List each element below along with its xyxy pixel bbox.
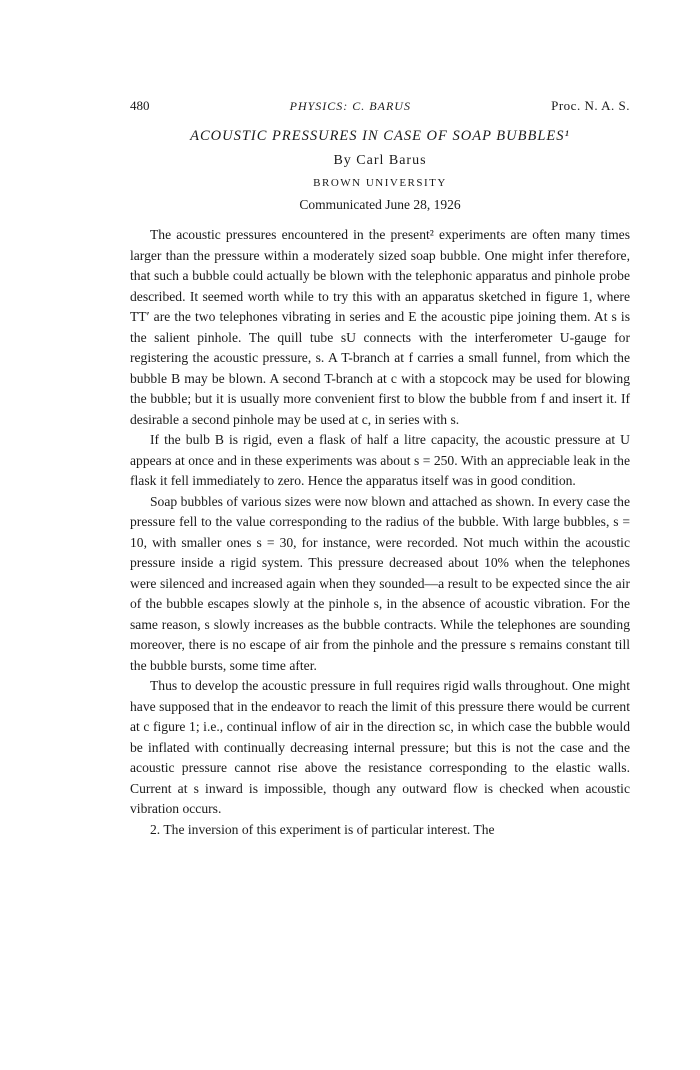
journal-page xyxy=(130,98,630,840)
page-number: 480 xyxy=(130,98,150,113)
body-paragraph: 2. The inversion of this experiment is of particular interest. The xyxy=(150,821,495,837)
body-paragraph: The acoustic pressures encountered in the present² experiments are often many times larger than the pressure within a moderately sized soap bubble. One might infer therefore, that such a bubble could actually be blown with the telephonic apparatus and pinhole probe described. It seemed worth while to try this with an apparatus sketched in figure 1, where TT′ are the two telephones vibrating in series and E the acoustic pipe joining them. At s is the salient pinhole. The quill tube sU connects with the interferometer U-gauge for registering the acoustic pressure, s. A T-branch at f carries a small funnel, from which the bubble B may be blown. A second T-branch at c with a stopcock may be used for blowing the bubble; but it is usually more convenient first to blow the bubble from f and insert it. If desirable a second pinhole may be used at c, in series with s. xyxy=(130,227,630,427)
body-paragraph: Thus to develop the acoustic pressure in full requires rigid walls throughout. One might have supposed that in the endeavor to reach the limit of this pressure there would be current at c figure 1; i.e., continual inflow of air in the direction sc, in which case the bubble would be inflated with continually decreasing internal pressure; but this is not the case and the acoustic pressure cannot rise above the resistance corresponding to the elastic walls. Current at s inward is impossible, though any outward flow is checked when acoustic vibration occurs. xyxy=(130,678,630,816)
article-author: By Carl Barus xyxy=(333,153,427,168)
body-paragraph: Soap bubbles of various sizes were now blown and attached as shown. In every case the pressure fell to the value corresponding to the radius of the bubble. With large bubbles, s = 10, with smaller ones s = 30, for instance, were recorded. Not much within the acoustic pressure inside a rigid system. This pressure decreased about 10% when the telephones were silenced and increased again when they sounded—a result to be expected since the air of the bubble escapes slowly at the pinhole s, in the absence of acoustic vibration. For the same reason, s slowly increases as the bubble contracts. While the telephones are sounding moreover, there is no escape of air from the pinhole and the pressure s remains constant till the bubble bursts, some time after. xyxy=(130,493,630,673)
running-head xyxy=(130,98,630,114)
running-title: PHYSICS: C. BARUS xyxy=(289,99,411,113)
body-paragraph: If the bulb B is rigid, even a flask of half a litre capacity, the acoustic pressure at U appears at once and in these experiments was about s = 250. With an appreciable leak in the flask it fell immediately to zero. Hence the apparatus itself was in good condition. xyxy=(130,432,630,488)
article-title: ACOUSTIC PRESSURES IN CASE OF SOAP BUBBLES¹ xyxy=(190,128,570,144)
author-affiliation: BROWN UNIVERSITY xyxy=(313,177,447,189)
article-body xyxy=(130,225,630,840)
communicated-date: Communicated June 28, 1926 xyxy=(299,197,461,212)
journal-abbreviation: Proc. N. A. S. xyxy=(551,98,630,113)
